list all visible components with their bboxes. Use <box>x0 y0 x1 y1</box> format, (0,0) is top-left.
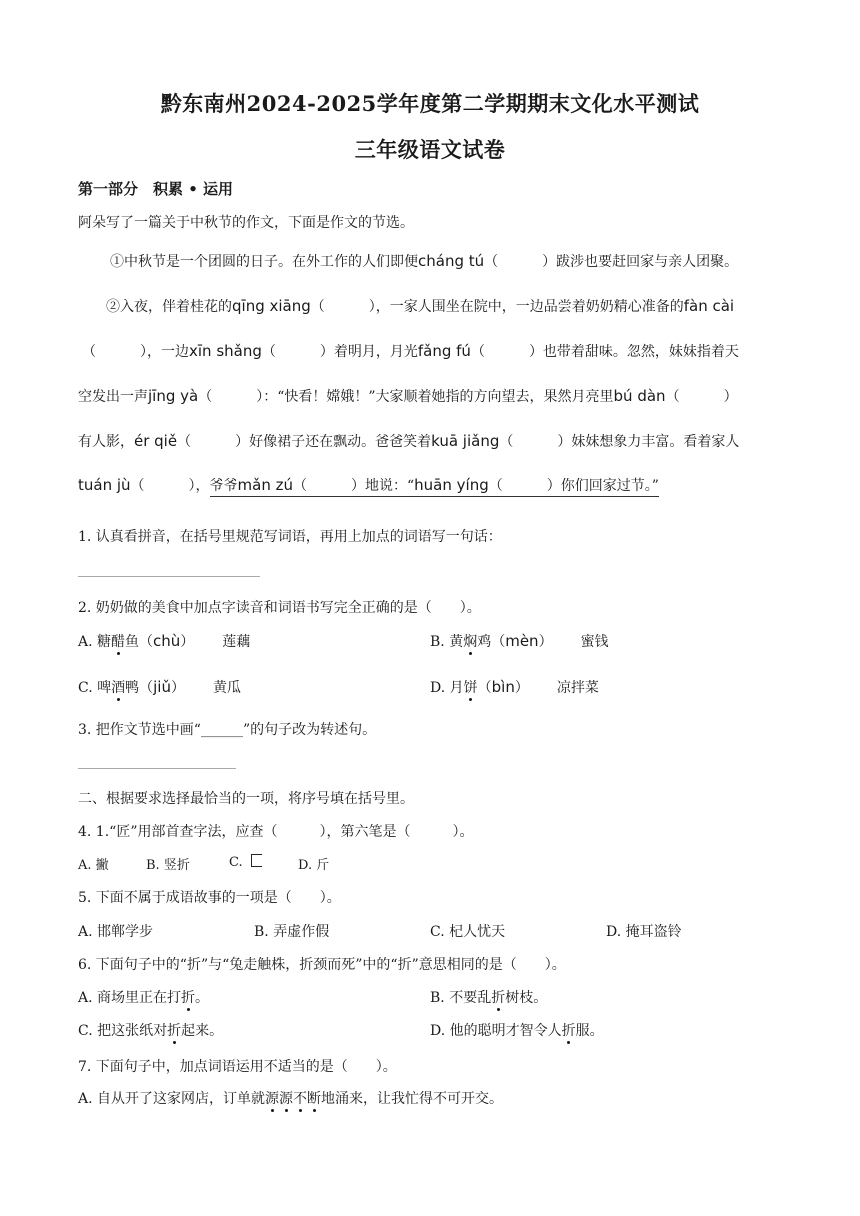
q6-option-c[interactable]: C. 把这张纸对折起来。 <box>78 1020 223 1040</box>
pinyin-budan: bú dàn <box>613 387 666 405</box>
q4-option-c[interactable]: C. <box>229 854 262 870</box>
q2-option-b[interactable]: B. 黄焖鸡（mèn） 蜜钱 <box>430 632 609 650</box>
question-5: 5. 下面不属于成语故事的一项是（ ）。 <box>78 890 341 906</box>
pinyin-huanying: huān yíng <box>414 476 489 494</box>
q6-option-d[interactable]: D. 他的聪明才智令人折服。 <box>430 1020 604 1040</box>
pinyin-jingya: jīng yà <box>148 387 199 405</box>
q5-option-a[interactable]: A. 邯郸学步 <box>78 924 154 940</box>
answer-line[interactable] <box>78 576 260 577</box>
pinyin-manzu: mǎn zú <box>237 476 293 494</box>
q6-option-b[interactable]: B. 不要乱折树枝。 <box>430 987 547 1007</box>
question-3: 3. 把作文节选中画“______”的句子改为转述句。 <box>78 722 377 738</box>
passage-line-1: ①中秋节是一个团圆的日子。在外工作的人们即便cháng tú（ ）跋涉也要赶回家与亲人团聚。 <box>110 252 739 270</box>
underlined-sentence: 爷爷mǎn zú（ ）地说：“huān yíng（ ）你们回家过节。” <box>210 478 659 497</box>
part1-intro: 阿朵写了一篇关于中秋节的作文，下面是作文的节选。 <box>78 215 414 231</box>
question-4: 4. 1.“匠”用部首查字法，应查（ ），第六笔是（ ）。 <box>78 824 474 840</box>
answer-line[interactable] <box>78 768 236 769</box>
radical-fang-glyph <box>251 854 262 867</box>
q5-option-d[interactable]: D. 掩耳盗铃 <box>606 924 682 940</box>
question-6: 6. 下面句子中的“折”与“兔走触株，折颈而死”中的“折”意思相同的是（ ）。 <box>78 957 566 973</box>
section-2-heading: 二、根据要求选择最恰当的一项，将序号填在括号里。 <box>78 791 414 807</box>
passage-line-3: （ ），一边xīn shǎng（ ）着明月，月光fǎng fú（ ）也带着甜味。忽然，妹妹指着天 <box>82 342 739 360</box>
passage-line-5: 有人影，ér qiě（ ）好像裙子还在飘动。爸爸笑着kuā jiǎng（ ）妹妹想象力丰富。看着家人 <box>78 432 740 450</box>
q5-option-c[interactable]: C. 杞人忧天 <box>430 924 506 940</box>
exam-title: 黔东南州2024-2025学年度第二学期期末文化水平测试 <box>160 91 700 116</box>
pinyin-tuanju: tuán jù <box>78 476 131 494</box>
exam-subtitle: 三年级语文试卷 <box>354 137 506 162</box>
pinyin-xinshang: xīn shǎng <box>189 342 262 360</box>
question-1: 1. 认真看拼音，在括号里规范写词语，再用上加点的词语写一句话： <box>78 529 502 545</box>
q4-option-a[interactable]: A. 撇 <box>78 858 109 873</box>
pinyin-qingxiang: qīng xiāng <box>232 297 311 315</box>
question-7: 7. 下面句子中，加点词语运用不适当的是（ ）。 <box>78 1059 397 1075</box>
pinyin-fangfu: fǎng fú <box>417 342 471 360</box>
q2-option-c[interactable]: C. 啤酒鸭（jiǔ） 黄瓜 <box>78 678 241 696</box>
pinyin-changtu: cháng tú <box>418 252 485 270</box>
pinyin-erqie: ér qiě <box>134 432 178 450</box>
q2-option-d[interactable]: D. 月饼（bìn） 凉拌菜 <box>430 678 599 696</box>
q5-option-b[interactable]: B. 弄虚作假 <box>254 924 330 940</box>
passage-line-2: ②入夜，伴着桂花的qīng xiāng（ ），一家人围坐在院中，一边品尝着奶奶精心准备的fàn cài <box>106 297 735 315</box>
passage-line-6: tuán jù（ ），爷爷mǎn zú（ ）地说：“huān yíng（ ）你们回家过节。” <box>78 475 659 495</box>
question-2: 2. 奶奶做的美食中加点字读音和词语书写完全正确的是（ ）。 <box>78 600 481 616</box>
q7-option-a[interactable]: A. 自从开了这家网店，订单就源源不断地涌来，让我忙得不可开交。 <box>78 1088 503 1108</box>
q4-option-d[interactable]: D. 斤 <box>298 858 330 873</box>
pinyin-kuajiang: kuā jiǎng <box>431 432 500 450</box>
part1-heading: 第一部分 积累 • 运用 <box>78 180 234 198</box>
q2-option-a[interactable]: A. 糖醋鱼（chù） 莲藕 <box>78 632 251 650</box>
pinyin-fancai: fàn cài <box>683 297 735 315</box>
passage-line-4: 空发出一声jīng yà（ ）：“快看！嫦娥！”大家顺着她指的方向望去，果然月亮里bú dàn（ ） <box>78 387 738 405</box>
q6-option-a[interactable]: A. 商场里正在打折。 <box>78 987 209 1007</box>
q4-option-b[interactable]: B. 竖折 <box>146 858 190 873</box>
